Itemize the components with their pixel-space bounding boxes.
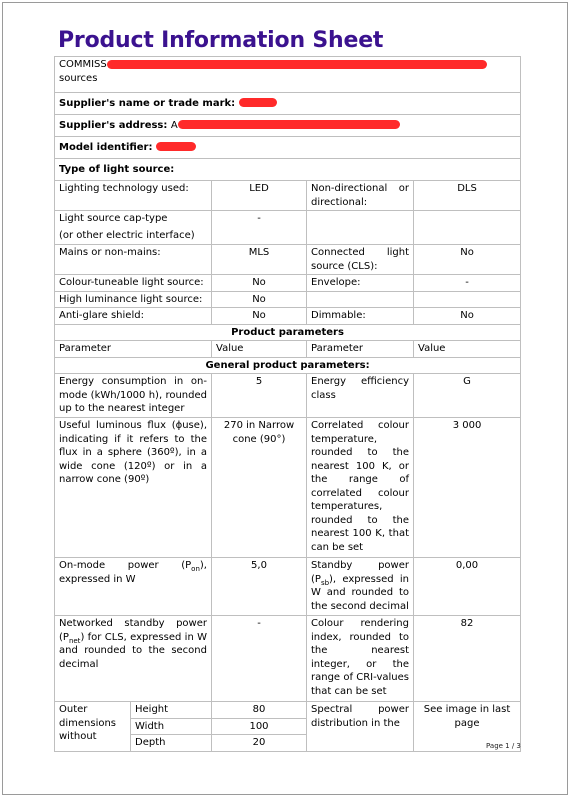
empty-cell <box>307 291 414 308</box>
envelope-value: - <box>414 275 521 292</box>
connected-label: Connected light source (CLS): <box>307 245 414 275</box>
non-directional-label: Non-directional or directional: <box>307 181 414 211</box>
energy-consumption-label: Energy consumption in on-mode (kWh/1000 h), rounded up to the nearest integer <box>55 374 212 418</box>
table-row <box>55 616 521 702</box>
on-mode-power-value: 5,0 <box>212 558 307 616</box>
redaction-mark <box>239 98 277 107</box>
table-row <box>55 324 521 341</box>
dimmable-value: No <box>414 308 521 325</box>
light-source-type-label: Type of light source: <box>55 159 521 181</box>
dimmable-label: Dimmable: <box>307 308 414 325</box>
table-row <box>55 308 521 325</box>
colour-rendering-label: Colour rendering index, rounded to the nearest integer, or the range of CRI-values that can be set <box>307 616 414 702</box>
table-row <box>55 702 521 719</box>
on-mode-power-text: On-mode power (P <box>59 560 192 571</box>
supplier-address-prefix: A <box>170 119 178 131</box>
table-row <box>55 418 521 558</box>
cap-type-label-line1: Light source cap-type <box>59 213 168 224</box>
cap-type-value: - <box>212 211 307 245</box>
redaction-mark <box>178 120 400 129</box>
table-row <box>55 57 521 93</box>
column-header-value: Value <box>414 341 521 358</box>
high-luminance-label: High luminance light source: <box>55 291 212 308</box>
anti-glare-value: No <box>212 308 307 325</box>
table-row <box>55 558 521 616</box>
standby-power-label <box>307 558 414 616</box>
energy-efficiency-value: G <box>414 374 521 418</box>
table-row <box>55 93 521 115</box>
luminous-flux-label: Useful luminous flux (ϕuse), indicating if it refers to the flux in a sphere (360º), in a wide cone (120º) or in a narrow cone (90º) <box>55 418 212 558</box>
cap-type-label <box>55 211 212 245</box>
anti-glare-label: Anti-glare shield: <box>55 308 212 325</box>
general-parameters-heading: General product parameters: <box>55 357 521 374</box>
networked-standby-label <box>55 616 212 702</box>
table-row <box>55 159 521 181</box>
standby-power-text: Standby power (P <box>311 560 409 585</box>
colour-rendering-value: 82 <box>414 616 521 702</box>
commission-cell <box>55 57 521 93</box>
envelope-label: Envelope: <box>307 275 414 292</box>
table-row <box>55 357 521 374</box>
column-header-value: Value <box>212 341 307 358</box>
depth-value: 20 <box>212 735 307 752</box>
networked-standby-subscript: net <box>68 636 81 645</box>
table-row <box>55 115 521 137</box>
on-mode-power-text-end: ), expressed in W <box>59 560 207 585</box>
lighting-technology-value: LED <box>212 181 307 211</box>
standby-power-subscript: sb <box>320 578 330 587</box>
colour-temperature-label: Correlated colour temperature, rounded to the nearest 100 K, or the range of correlated colour temperatures, rounded to the nearest 100 K, that can be set <box>307 418 414 558</box>
mains-label: Mains or non-mains: <box>55 245 212 275</box>
energy-efficiency-label: Energy efficiency class <box>307 374 414 418</box>
table-row <box>55 374 521 418</box>
networked-standby-text-end: ) for CLS, expressed in W and rounded to the second decimal <box>59 631 207 670</box>
table-row <box>55 211 521 245</box>
luminous-flux-value: 270 in Narrow cone (90°) <box>212 418 307 558</box>
table-row <box>55 341 521 358</box>
supplier-address-cell <box>55 115 521 137</box>
width-value: 100 <box>212 718 307 735</box>
page-title: Product Information Sheet <box>58 28 384 53</box>
high-luminance-value: No <box>212 291 307 308</box>
redaction-mark <box>107 60 487 69</box>
table-row <box>55 181 521 211</box>
empty-cell <box>414 211 521 245</box>
mains-value: MLS <box>212 245 307 275</box>
redaction-mark <box>156 142 196 151</box>
non-directional-value: DLS <box>414 181 521 211</box>
table-row <box>55 275 521 292</box>
colour-temperature-value: 3 000 <box>414 418 521 558</box>
table-row <box>55 291 521 308</box>
table-row <box>55 245 521 275</box>
width-label: Width <box>131 718 212 735</box>
networked-standby-text: Networked standby power (P <box>59 618 207 643</box>
supplier-name-cell <box>55 93 521 115</box>
column-header-parameter: Parameter <box>55 341 212 358</box>
on-mode-power-subscript: on <box>191 565 200 573</box>
model-identifier-cell <box>55 137 521 159</box>
table-row <box>55 137 521 159</box>
standby-power-text-end: ), expressed in W and rounded to the second decimal <box>311 573 409 612</box>
colour-tuneable-label: Colour-tuneable light source: <box>55 275 212 292</box>
empty-cell <box>307 211 414 245</box>
height-label: Height <box>131 702 212 719</box>
energy-consumption-value: 5 <box>212 374 307 418</box>
depth-label: Depth <box>131 735 212 752</box>
product-information-table <box>54 56 521 752</box>
colour-tuneable-value: No <box>212 275 307 292</box>
outer-dimensions-label: Outer dimensions without <box>55 702 131 752</box>
column-header-parameter: Parameter <box>307 341 414 358</box>
networked-standby-value: - <box>212 616 307 702</box>
on-mode-power-label <box>55 558 212 616</box>
cap-type-label-line2: (or other electric interface) <box>59 229 195 241</box>
product-parameters-heading: Product parameters <box>55 324 521 341</box>
page-number: Page 1 / 3 <box>486 742 521 750</box>
supplier-name-label: Supplier's name or trade mark: <box>59 97 236 109</box>
commission-line2: sources <box>59 72 98 84</box>
height-value: 80 <box>212 702 307 719</box>
supplier-address-label: Supplier's address: <box>59 119 168 131</box>
spectral-distribution-value: See image in last page <box>414 702 521 752</box>
lighting-technology-label: Lighting technology used: <box>55 181 212 211</box>
connected-value: No <box>414 245 521 275</box>
commission-prefix: COMMISS <box>59 59 107 70</box>
model-identifier-label: Model identifier: <box>59 141 153 153</box>
spectral-distribution-label: Spectral power distribution in the <box>307 702 414 752</box>
empty-cell <box>414 291 521 308</box>
standby-power-value: 0,00 <box>414 558 521 616</box>
